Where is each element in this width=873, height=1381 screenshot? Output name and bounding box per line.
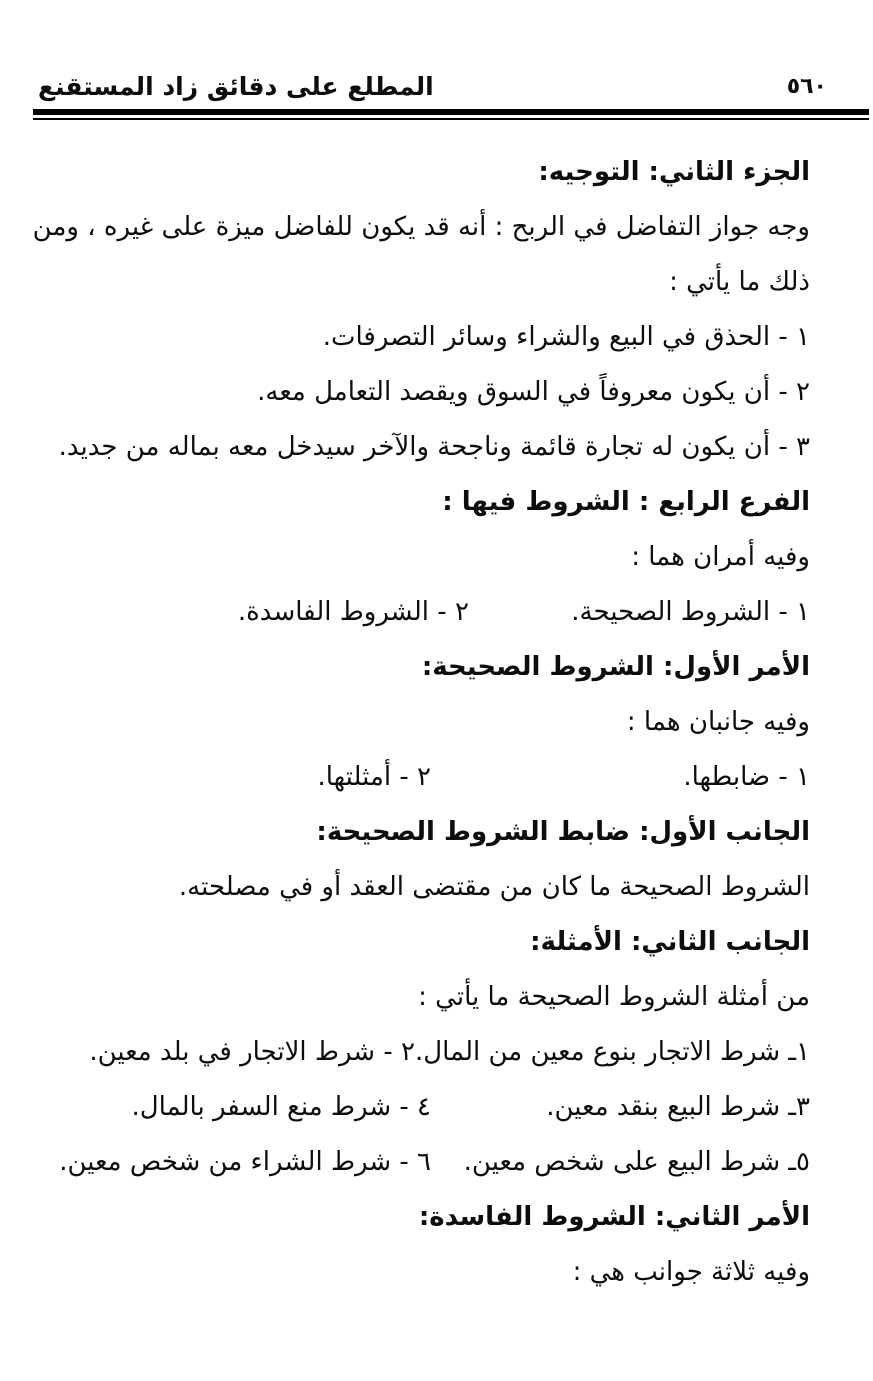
list-item <box>52 309 810 364</box>
example-item: ١ـ شرط الاتجار بنوع معين من المال. <box>414 1036 810 1067</box>
example-item: ٣ـ شرط البيع بنقد معين. <box>546 1091 810 1122</box>
paragraph-text: وجه جواز التفاضل في الربح : أنه قد يكون للفاضل ميزة على غيره ، ومن <box>32 211 810 242</box>
header-rule-thick-line <box>33 109 869 115</box>
paragraph-line <box>52 254 810 309</box>
intro-line <box>52 969 810 1024</box>
example-item: ٤ - شرط منع السفر بالمال. <box>131 1091 431 1122</box>
column-item: ١ - الشروط الصحيحة. <box>571 596 810 627</box>
page-number: ٥٦٠ <box>786 74 827 99</box>
column-item: ٢ - أمثلتها. <box>317 761 431 792</box>
section-heading-branch4 <box>52 474 810 529</box>
intro-text: وفيه أمران هما : <box>631 541 810 572</box>
paragraph-line <box>52 859 810 914</box>
heading-text: الفرع الرابع : الشروط فيها : <box>442 486 810 517</box>
examples-row <box>52 1079 810 1134</box>
list-item-text: ٢ - أن يكون معروفاً في السوق ويقصد التعامل معه. <box>257 376 810 407</box>
header-rule <box>33 109 869 120</box>
example-item: ٦ - شرط الشراء من شخص معين. <box>59 1146 431 1177</box>
example-item: ٢ - شرط الاتجار في بلد معين. <box>89 1036 415 1067</box>
heading-text: الأمر الثاني: الشروط الفاسدة: <box>418 1201 810 1232</box>
section-heading-part2 <box>52 144 810 199</box>
intro-text: من أمثلة الشروط الصحيحة ما يأتي : <box>418 981 810 1012</box>
intro-line <box>52 1244 810 1299</box>
examples-row <box>52 1134 810 1189</box>
section-heading-side2 <box>52 914 810 969</box>
list-item-text: ١ - الحذق في البيع والشراء وسائر التصرفات. <box>322 321 810 352</box>
two-column-row <box>52 584 810 639</box>
heading-text: الأمر الأول: الشروط الصحيحة: <box>421 651 810 682</box>
paragraph-text: الشروط الصحيحة ما كان من مقتضى العقد أو في مصلحته. <box>178 871 810 902</box>
list-item <box>52 419 810 474</box>
page-header <box>0 0 873 107</box>
column-item: ٢ - الشروط الفاسدة. <box>237 596 469 627</box>
paragraph-line <box>32 199 810 254</box>
column-item: ١ - ضابطها. <box>683 761 810 792</box>
page-content <box>0 120 873 1299</box>
section-heading-matter1 <box>52 639 810 694</box>
heading-text: الجانب الأول: ضابط الشروط الصحيحة: <box>316 816 810 847</box>
intro-line <box>52 694 810 749</box>
intro-text: وفيه جانبان هما : <box>626 706 810 737</box>
examples-row <box>52 1024 810 1079</box>
heading-text: الجزء الثاني: التوجيه: <box>538 156 810 187</box>
intro-line <box>52 529 810 584</box>
list-item <box>52 364 810 419</box>
list-item-text: ٣ - أن يكون له تجارة قائمة وناجحة والآخر سيدخل معه بماله من جديد. <box>58 431 810 462</box>
example-item: ٥ـ شرط البيع على شخص معين. <box>463 1146 810 1177</box>
book-title: المطلع على دقائق زاد المستقنع <box>38 72 434 101</box>
section-heading-matter2 <box>52 1189 810 1244</box>
paragraph-text: ذلك ما يأتي : <box>669 266 810 297</box>
two-column-row <box>52 749 810 804</box>
heading-text: الجانب الثاني: الأمثلة: <box>530 926 810 957</box>
section-heading-side1 <box>52 804 810 859</box>
intro-text: وفيه ثلاثة جوانب هي : <box>572 1256 810 1287</box>
